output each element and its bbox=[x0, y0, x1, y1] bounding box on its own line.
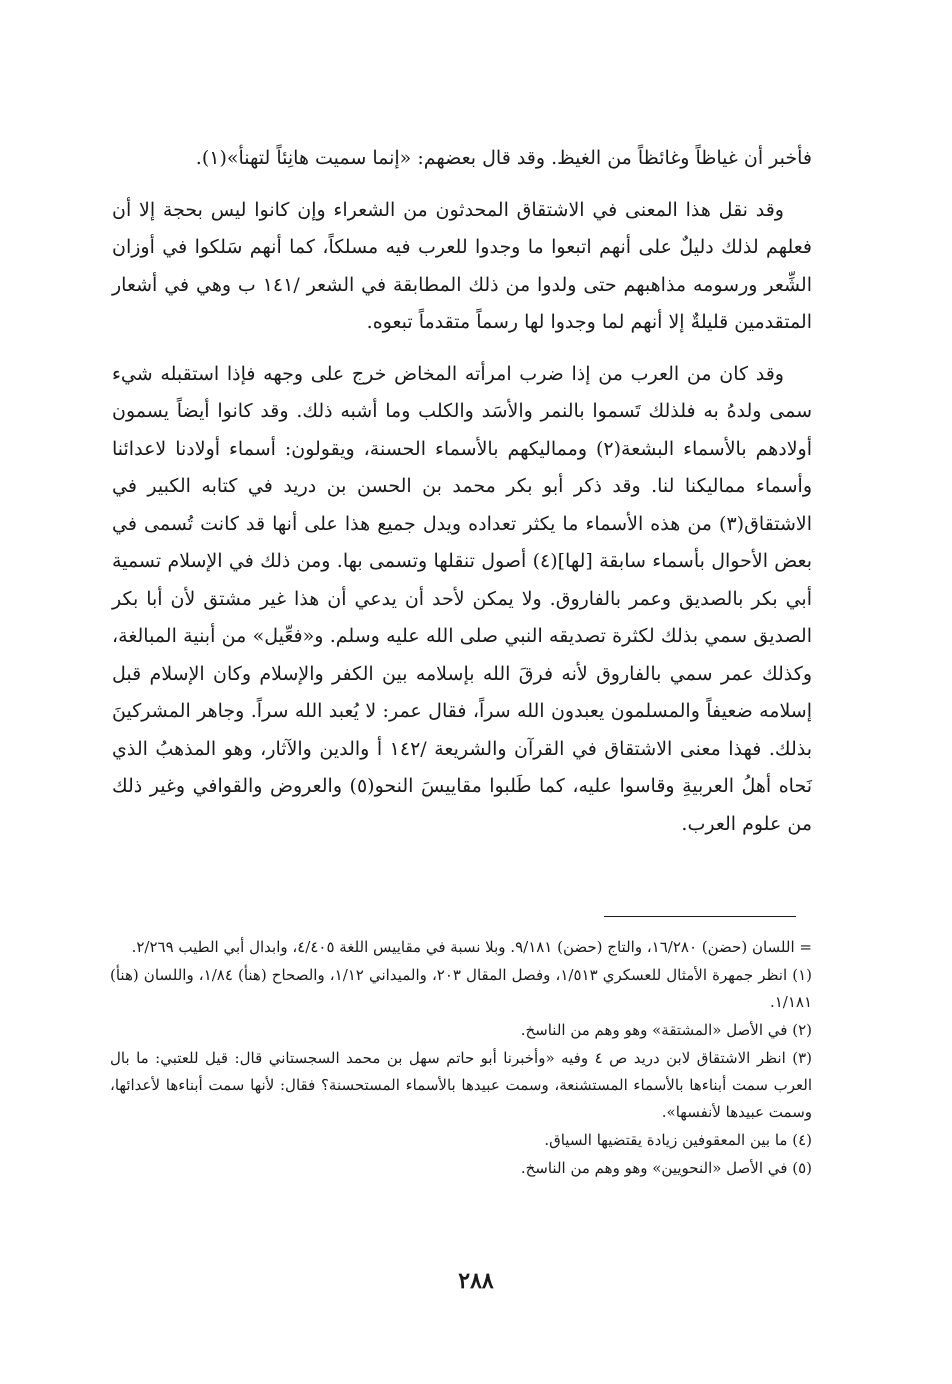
continuation-marker: = bbox=[799, 938, 812, 956]
paragraph: وقد كان من العرب من إذا ضرب امرأته المخاض خرج على وجهه فإذا استقبله شيء سمى ولدهُ به فلذلك تَسموا بالنمر والأسَد والكلب وما أشبه ذلك. وقد كانوا أيضاً يسمون أولادهم بالأسماء البشعة(٢) ومماليكهم بالأسماء الحسنة، ويقولون: أسماء أولادنا لاعدائنا وأسماء مماليكنا لنا. وقد ذكر أبو بكر محمد بن الحسن بن دريد في كتابه الكبير في الاشتقاق(٣) من هذه الأسماء ما يكثر تعداده ويدل جميع هذا على أنها قد كانت تُسمى في بعض الأحوال بأسماء سابقة [لها](٤) أصول تنقلها وتسمى بها. ومن ذلك في الإسلام تسمية أبي بكر بالصديق وعمر بالفاروق. ولا يمكن لأحد أن يدعي أن هذا غير مشتق لأن أبا بكر الصديق سمي بذلك لكثرة تصديقه النبي صلى الله عليه وسلم. و«فعِّيل» من أبنية المبالغة، وكذلك عمر سمي بالفاروق لأنه فرقَ الله بإسلامه بين الكفر والإسلام وكان الإسلام قبل إسلامه ضعيفاً والمسلمون يعبدون الله سراً، فقال عمر: لا يُعبد الله سراً. وجاهر المشركينَ بذلك. فهذا معنى الاشتقاق في القرآن والشريعة /١٤٢ أ والدين والآثار، وهو المذهبُ الذي نَحاه أهلُ العربيةِ وقاسوا عليه، كما طَلبوا مقاييسَ النحو(٥) والعروض والقوافي وغير ذلك من علوم العرب. bbox=[112, 362, 813, 835]
paragraph-gap bbox=[112, 178, 812, 192]
footnote: (٤) ما بين المعقوفين زيادة يقتضيها السياق. bbox=[544, 1131, 812, 1149]
paragraph: وقد نقل هذا المعنى في الاشتقاق المحدثون من الشعراء وإن كانوا ليس بحجة إلا أن فعلهم لذلك دليلٌ على أنهم اتبعوا ما وجدوا للعرب فيه مسلكاً، كما أنهم سَلكوا في أوزان الشِّعر ورسومه مذاهبهم حتى ولدوا من ذلك المطابقة في الشعر /١٤١ ب وهي في أشعار المتقدمين قليلةٌ إلا أنهم لما وجدوا لها رسماً متقدماً تبعوه. bbox=[112, 198, 812, 333]
footnote-continuation bbox=[110, 934, 812, 961]
footnote: (١) انظر جمهرة الأمثال للعسكري ١/٥١٣، وفصل المقال ٢٠٣، والميداني ١/١٢، والصحاح (هنأ) ١/٨٤، واللسان (هنأ) ١/١٨١. bbox=[110, 966, 812, 1011]
footnote: (٣) انظر الاشتقاق لابن دريد ص ٤ وفيه «وأخبرنا أبو حاتم سهل بن محمد السجستاني قال: قيل للعتبي: ما بال العرب سمت أبناءها بالأسماء المستشنعة، وسمت عبيدها بالأسماء المستحسنة؟ فقال: لأنها سمت أبناءها لأعدائها، وسمت عبيدها لأنفسها». bbox=[110, 1049, 812, 1121]
footnote: (٢) في الأصل «المشتقة» وهو وهم من الناسخ. bbox=[520, 1021, 812, 1039]
main-text bbox=[112, 140, 812, 843]
footnote-separator bbox=[604, 916, 796, 917]
paragraph: فأخبر أن غياظاً وغائظاً من الغيظ. وقد قال بعضهم: «إنما سميت هانِئاً لتهنأ»(١). bbox=[195, 147, 812, 169]
page-number: ٢٨٨ bbox=[458, 1268, 494, 1294]
footnote: (٥) في الأصل «النحويين» وهو وهم من الناسخ. bbox=[520, 1159, 812, 1177]
paragraph-gap bbox=[112, 342, 812, 356]
continuation-text: اللسان (حضن) ١٦/٢٨٠، والتاج (حضن) ٩/١٨١. وبلا نسبة في مقاييس اللغة ٤/٤٠٥، وابدال أبي الطيب ٢/٢٦٩. bbox=[131, 938, 795, 956]
footnotes bbox=[110, 934, 812, 1183]
